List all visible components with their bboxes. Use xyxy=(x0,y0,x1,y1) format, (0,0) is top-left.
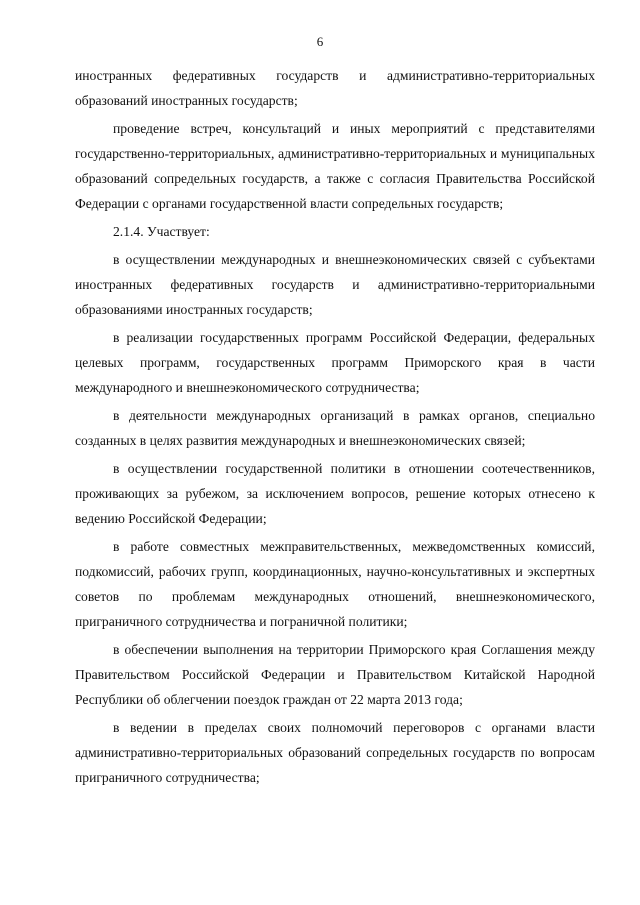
paragraph: в ведении в пределах своих полномочий переговоров с органами власти административно-территориальных образований сопредельных государств по вопросам приграничного сотрудничества; xyxy=(75,720,595,785)
paragraph: проведение встреч, консультаций и иных мероприятий с представителями государственно-территориальных, административно-территориальных и муниципальных образований сопредельных государств, а также с согласия Правительства Российской Федерации с органами государственной власти сопредельных государств; xyxy=(75,121,595,211)
paragraph: в осуществлении государственной политики в отношении соотечественников, проживающих за рубежом, за исключением вопросов, решение которых отнесено к ведению Российской Федерации; xyxy=(75,461,595,526)
paragraph: в осуществлении международных и внешнеэкономических связей с субъектами иностранных федеративных государств и административно-территориальными образованиями иностранных государств; xyxy=(75,252,595,317)
section-heading: 2.1.4. Участвует: xyxy=(113,224,210,239)
page-number: 6 xyxy=(316,34,324,49)
paragraph: иностранных федеративных государств и административно-территориальных образований иностранных государств; xyxy=(75,68,595,108)
document-body xyxy=(75,63,595,793)
paragraph: в обеспечении выполнения на территории Приморского края Соглашения между Правительством Российской Федерации и Правительством Китайской Народной Республики об облегчении поездок граждан от 22 марта 2013 года; xyxy=(75,642,595,707)
paragraph: в реализации государственных программ Российской Федерации, федеральных целевых программ, государственных программ Приморского края в части международного и внешнеэкономического сотрудничества; xyxy=(75,330,595,395)
paragraph: в деятельности международных организаций в рамках органов, специально созданных в целях развития международных и внешнеэкономических связей; xyxy=(75,408,595,448)
paragraph: в работе совместных межправительственных, межведомственных комиссий, подкомиссий, рабочих групп, координационных, научно-консультативных и экспертных советов по проблемам международных отношений, внешнеэкономического, приграничного сотрудничества и пограничной политики; xyxy=(75,539,595,629)
